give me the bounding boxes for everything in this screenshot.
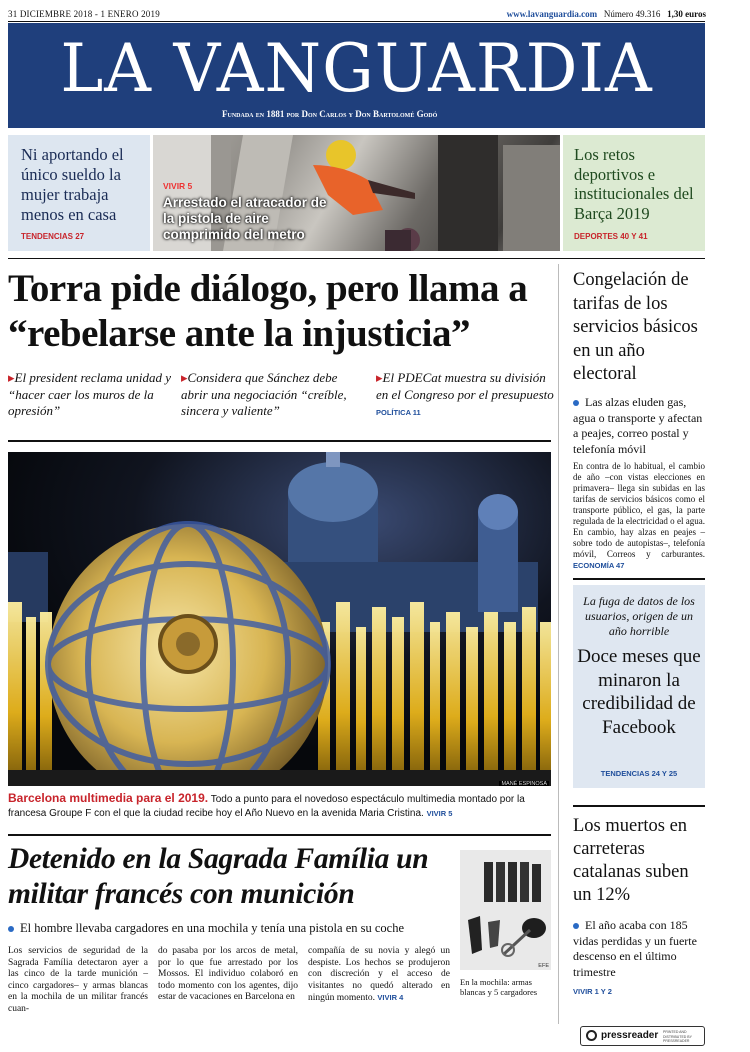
lead-headline[interactable]: Torra pide diálogo, pero llama a “rebelarse ante la injusticia”: [8, 267, 528, 355]
story2-photo-caption: En la mochila: armas blancas y 5 cargadores: [460, 977, 538, 997]
top-right-info: [507, 9, 706, 19]
story2-col1: Los servicios de seguridad de la Sagrada Família detectaron ayer a las cinco de la tarde munición –cinco cargadores– y armas blancas en la mochila de un militar francés cuan-: [8, 946, 148, 1014]
price: 1,30 euros: [667, 9, 706, 19]
story2-headline[interactable]: Detenido en la Sagrada Família un militar francés con munición: [8, 843, 429, 910]
fountain-show-illustration: [8, 452, 551, 786]
teaser-center-photo[interactable]: [153, 135, 560, 251]
lead-bullet-1: ▸El president reclama unidad y “hacer caer los muros de la opresión”: [8, 370, 171, 418]
masthead: [8, 23, 705, 128]
pressreader-badge[interactable]: [580, 1026, 705, 1046]
sidebar-tariffs-body: En contra de lo habitual, el cambio de año –con vistas elecciones en primavera– llega sin subidas en las tarifas de servicios básicos como el transporte público, el gas, la parte regulada de la electricidad o el agua. En cambio, hay alzas en peajes –sobre todo de autopistas–, telefonía móvil, Correos y carburantes. ECONOMÍA 47: [573, 461, 705, 570]
bullet-arrow-icon: ▸: [8, 370, 15, 385]
sidebar-facebook-kicker: La fuga de datos de los usuarios, origen de un año horrible: [583, 594, 695, 638]
pressreader-fineprint: PRINTED AND DISTRIBUTED BY PRESSREADER: [663, 1030, 692, 1043]
pressreader-brand: pressreader: [601, 1030, 659, 1041]
pressreader-logo-icon: [586, 1030, 597, 1041]
ammunition-photo-illustration: [460, 850, 551, 970]
sidebar-roads-bullet: El año acaba con 185 vidas perdidas y un fuerte descenso en el último trimestre: [573, 918, 697, 979]
story2-col3-ref[interactable]: VIVIR 4: [377, 993, 404, 1003]
teaser-left-section: TENDENCIAS 27: [21, 232, 85, 241]
bullet-arrow-icon: ▸: [376, 370, 383, 385]
bullet-dot-icon: [573, 923, 579, 929]
masthead-tagline: Fundada en 1881 por Don Carlos y Don Bartolomé Godó: [222, 109, 438, 119]
story2-photo-credit: EFE: [538, 963, 549, 969]
story2-col2: do pasaba por los arcos de metal, por lo que fue arrestado por los Mossos. El individuo colaboró en todo momento con los agentes, dijo estar de vacaciones en Barcelona en: [158, 946, 298, 1003]
teaser-right-text: Los retos deportivos e institucionales del Barça 2019: [574, 145, 694, 223]
teaser-left-text: Ni aportando el único sueldo la mujer trabaja menos en casa: [21, 145, 124, 224]
teaser-right-section: DEPORTES 40 Y 41: [574, 232, 648, 241]
bullet-dot-icon: [8, 926, 14, 932]
sidebar-facebook-headline: Doce meses que minaron la credibilidad de Facebook: [577, 646, 701, 738]
website-link[interactable]: www.lavanguardia.com: [506, 9, 598, 19]
story2-photo[interactable]: [460, 850, 551, 970]
teaser-center-text: Arrestado el atracador de la pistola de aire comprimido del metro: [163, 195, 327, 242]
sidebar-facebook-box[interactable]: [573, 585, 705, 788]
top-date: 31 DICIEMBRE 2018 - 1 ENERO 2019: [8, 9, 160, 19]
sidebar-roads-ref[interactable]: VIVIR 1 Y 2: [573, 987, 612, 996]
lead-bullet-ref[interactable]: POLÍTICA 11: [376, 408, 421, 417]
photo-caption-text: Todo a punto para el novedoso espectáculo multimedia montado por la francesa Groupe F con el que la ciudad recibe hoy el Año Nuevo en la avenida Maria Cristina.: [8, 794, 525, 819]
sidebar-facebook-ref: TENDENCIAS 24 Y 25: [600, 769, 678, 778]
sidebar-tariffs-ref[interactable]: ECONOMÍA 47: [573, 561, 625, 570]
photo-caption-ref[interactable]: VIVIR 5: [426, 808, 453, 818]
sidebar-tariffs-bullet: Las alzas eluden gas, agua o transporte y afectan a peajes, correo postal y telefonía móvil: [573, 395, 703, 456]
main-photo[interactable]: [8, 452, 551, 786]
sidebar-roads-headline[interactable]: Los muertos en carreteras catalanas suben un 12%: [573, 816, 689, 905]
story2-bullet: El hombre llevaba cargadores en una mochila y tenía una pistola en su coche: [8, 920, 458, 936]
bullet-arrow-icon: ▸: [181, 370, 188, 385]
photo-caption-bold: Barcelona multimedia para el 2019.: [8, 791, 209, 805]
bullet-dot-icon: [573, 400, 579, 406]
story2-col3: compañía de su novia y alegó un despiste. Los hechos se produjeron con discreción y el acceso de visitantes no quedó alterado en ningún momento. VIVIR 4: [308, 946, 450, 1004]
masthead-title: LA VANGUARDIA: [60, 30, 653, 107]
issue-number: Número 49.316: [603, 9, 661, 19]
lead-bullet-2: ▸Considera que Sánchez debe abrir una negociación “creíble, sincera y valiente”: [181, 370, 347, 418]
photo-caption: [8, 792, 551, 820]
sidebar-tariffs-headline[interactable]: Congelación de tarifas de los servicios básicos en un año electoral: [573, 270, 698, 384]
teaser-left[interactable]: [8, 135, 150, 251]
teaser-center-kicker: VIVIR 5: [163, 181, 193, 191]
lead-bullet-3: ▸El PDECat muestra su división en el Congreso por el presupuesto POLÍTICA 11: [376, 370, 554, 417]
teaser-right[interactable]: [563, 135, 705, 251]
photo-credit: MANÉ ESPINOSA: [501, 781, 547, 786]
